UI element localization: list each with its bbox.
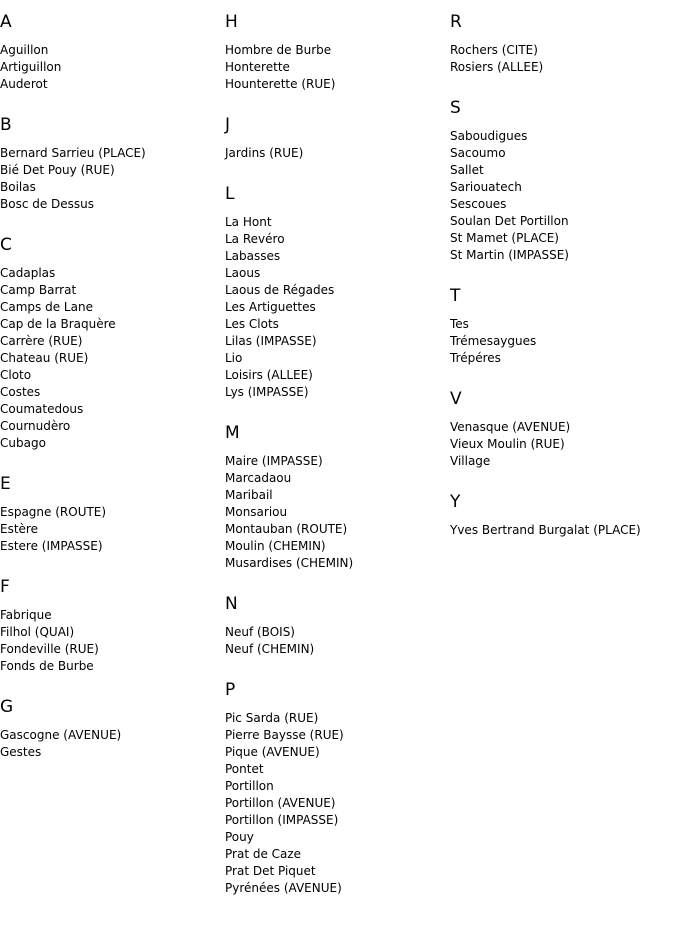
street-name: Filhol (QUAI) <box>0 625 75 639</box>
street-name: Bié Det Pouy (RUE) <box>0 163 115 177</box>
section-letter-heading: L <box>225 184 235 204</box>
street-name: Trépéres <box>450 351 501 365</box>
street-list <box>225 453 450 572</box>
street-name: Prat Det Piquet <box>225 864 316 878</box>
letter-section <box>0 472 225 575</box>
street-list <box>0 265 225 452</box>
street-name: Pouy <box>225 830 254 844</box>
letter-section <box>450 387 675 490</box>
letter-section <box>0 233 225 472</box>
section-letter-heading: J <box>225 115 231 135</box>
street-name: Camp Barrat <box>0 283 77 297</box>
section-letter-heading: M <box>225 423 240 443</box>
street-name: Jardins (RUE) <box>225 146 304 160</box>
street-name: Portillon <box>225 779 274 793</box>
letter-section <box>225 421 450 592</box>
letter-section <box>225 182 450 421</box>
letter-section <box>450 10 675 96</box>
index-column <box>225 10 450 897</box>
street-list <box>450 522 675 539</box>
section-spacer <box>450 264 675 284</box>
street-name: Village <box>450 454 491 468</box>
street-name: Laous <box>225 266 261 280</box>
section-letter-heading: Y <box>450 492 461 512</box>
street-name: Auderot <box>0 77 48 91</box>
street-name: Venasque (AVENUE) <box>450 420 571 434</box>
street-name: Yves Bertrand Burgalat (PLACE) <box>450 523 641 537</box>
street-name: Estère <box>0 522 38 536</box>
street-name: Honterette <box>225 60 290 74</box>
letter-section <box>450 96 675 284</box>
letter-section <box>450 490 675 539</box>
street-name: Lilas (IMPASSE) <box>225 334 317 348</box>
street-name: Moulin (CHEMIN) <box>225 539 326 553</box>
street-name: Artiguillon <box>0 60 62 74</box>
section-spacer <box>225 658 450 678</box>
street-list <box>225 710 450 897</box>
street-name: Bosc de Dessus <box>0 197 95 211</box>
street-name: Hombre de Burbe <box>225 43 332 57</box>
street-name: Cadaplas <box>0 266 56 280</box>
street-name: Les Artiguettes <box>225 300 316 314</box>
section-spacer <box>225 572 450 592</box>
street-name: Fondeville (RUE) <box>0 642 99 656</box>
street-name: Pontet <box>225 762 264 776</box>
section-letter-heading: B <box>0 115 12 135</box>
section-spacer <box>0 452 225 472</box>
street-name: Pyrénées (AVENUE) <box>225 881 342 895</box>
section-spacer <box>450 76 675 96</box>
index-column <box>450 10 675 897</box>
street-name: Rosiers (ALLEE) <box>450 60 544 74</box>
section-spacer <box>450 367 675 387</box>
section-spacer <box>0 555 225 575</box>
street-name: Lio <box>225 351 243 365</box>
street-name: Maribail <box>225 488 273 502</box>
street-list <box>225 214 450 401</box>
street-name: Rochers (CITE) <box>450 43 538 57</box>
street-name: Chateau (RUE) <box>0 351 89 365</box>
letter-section <box>225 678 450 897</box>
street-name: Marcadaou <box>225 471 292 485</box>
street-list <box>225 624 450 658</box>
street-index <box>0 10 675 897</box>
street-name: Sacoumo <box>450 146 506 160</box>
street-list <box>0 145 225 213</box>
street-name: Loisirs (ALLEE) <box>225 368 313 382</box>
street-name: Fabrique <box>0 608 52 622</box>
street-name: Laous de Régades <box>225 283 335 297</box>
street-name: Sariouatech <box>450 180 522 194</box>
section-letter-heading: A <box>0 12 12 32</box>
street-name: Coumatedous <box>0 402 84 416</box>
street-name: St Mamet (PLACE) <box>450 231 559 245</box>
street-name: Pique (AVENUE) <box>225 745 320 759</box>
street-name: Boilas <box>0 180 36 194</box>
street-name: Pierre Baysse (RUE) <box>225 728 344 742</box>
street-name: Aguillon <box>0 43 49 57</box>
section-letter-heading: F <box>0 577 10 597</box>
section-spacer <box>225 162 450 182</box>
street-name: Musardises (CHEMIN) <box>225 556 354 570</box>
street-name: Tes <box>450 317 469 331</box>
street-list <box>450 419 675 470</box>
section-letter-heading: R <box>450 12 462 32</box>
letter-section <box>0 695 225 761</box>
street-list <box>0 42 225 93</box>
street-name: Prat de Caze <box>225 847 302 861</box>
letter-section <box>225 113 450 182</box>
section-spacer <box>0 93 225 113</box>
section-spacer <box>0 213 225 233</box>
street-list <box>0 727 225 761</box>
section-letter-heading: P <box>225 680 236 700</box>
section-letter-heading: H <box>225 12 238 32</box>
section-letter-heading: C <box>0 235 12 255</box>
section-letter-heading: T <box>450 286 461 306</box>
section-letter-heading: G <box>0 697 14 717</box>
street-name: Cournudèro <box>0 419 71 433</box>
street-name: Pic Sarda (RUE) <box>225 711 319 725</box>
street-name: Soulan Det Portillon <box>450 214 569 228</box>
street-name: Vieux Moulin (RUE) <box>450 437 565 451</box>
street-name: Labasses <box>225 249 281 263</box>
section-spacer <box>225 401 450 421</box>
street-name: Espagne (ROUTE) <box>0 505 107 519</box>
street-name: Carrère (RUE) <box>0 334 83 348</box>
letter-section <box>0 10 225 113</box>
street-name: Estere (IMPASSE) <box>0 539 103 553</box>
street-name: Cloto <box>0 368 32 382</box>
street-name: Montauban (ROUTE) <box>225 522 348 536</box>
street-name: Sescoues <box>450 197 507 211</box>
index-column <box>0 10 225 897</box>
street-name: Bernard Sarrieu (PLACE) <box>0 146 146 160</box>
street-name: Portillon (IMPASSE) <box>225 813 339 827</box>
street-name: La Hont <box>225 215 272 229</box>
street-name: Les Clots <box>225 317 279 331</box>
street-list <box>225 42 450 93</box>
section-letter-heading: S <box>450 98 461 118</box>
street-name: Costes <box>0 385 41 399</box>
section-spacer <box>0 675 225 695</box>
letter-section <box>225 10 450 113</box>
street-list <box>225 145 450 162</box>
street-list <box>450 42 675 76</box>
street-name: Lys (IMPASSE) <box>225 385 309 399</box>
letter-section <box>0 575 225 695</box>
street-name: St Martin (IMPASSE) <box>450 248 569 262</box>
letter-section <box>0 113 225 233</box>
street-name: Cap de la Braquère <box>0 317 116 331</box>
section-spacer <box>450 470 675 490</box>
street-list <box>0 504 225 555</box>
street-name: Portillon (AVENUE) <box>225 796 336 810</box>
street-name: Trémesaygues <box>450 334 537 348</box>
section-letter-heading: V <box>450 389 462 409</box>
street-name: Fonds de Burbe <box>0 659 94 673</box>
street-list <box>450 316 675 367</box>
street-name: Maire (IMPASSE) <box>225 454 323 468</box>
street-name: Camps de Lane <box>0 300 93 314</box>
street-name: Cubago <box>0 436 46 450</box>
section-spacer <box>225 93 450 113</box>
letter-section <box>225 592 450 678</box>
street-name: Saboudigues <box>450 129 528 143</box>
street-list <box>450 128 675 264</box>
street-list <box>0 607 225 675</box>
section-letter-heading: E <box>0 474 11 494</box>
section-letter-heading: N <box>225 594 238 614</box>
street-name: Gestes <box>0 745 42 759</box>
street-name: La Revéro <box>225 232 285 246</box>
street-name: Monsariou <box>225 505 288 519</box>
street-name: Hounterette (RUE) <box>225 77 336 91</box>
street-name: Neuf (CHEMIN) <box>225 642 315 656</box>
letter-section <box>450 284 675 387</box>
street-name: Neuf (BOIS) <box>225 625 295 639</box>
street-name: Sallet <box>450 163 484 177</box>
street-name: Gascogne (AVENUE) <box>0 728 122 742</box>
